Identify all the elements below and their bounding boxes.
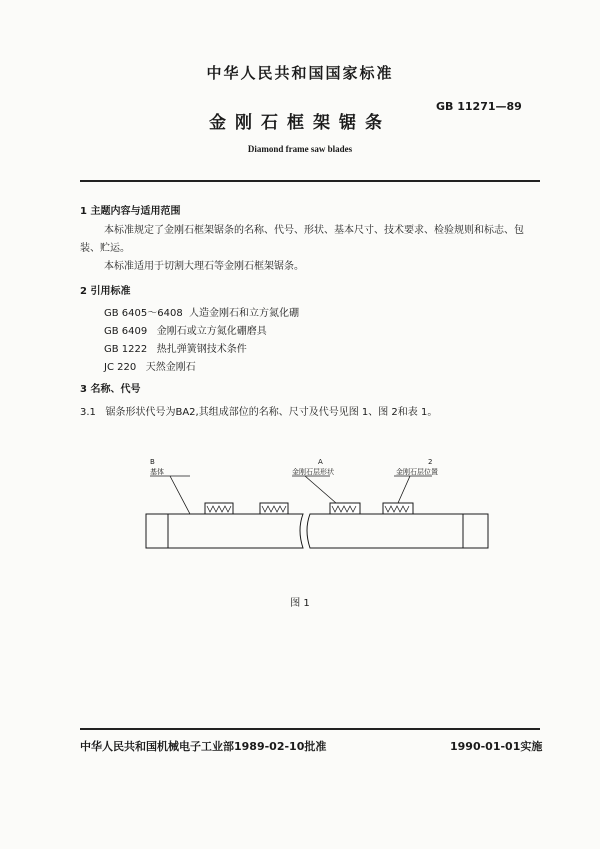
document-title: 金刚石框架锯条 (209, 113, 391, 133)
section-2-heading: 2 引用标准 (80, 286, 131, 297)
reference-title: 人造金刚石和立方氮化硼 (189, 308, 300, 319)
section-1-paragraph-2: 本标准适用于切割大理石等金刚石框架锯条。 (104, 261, 304, 272)
reference-code: GB 6409 (104, 326, 148, 337)
top-rule (80, 180, 540, 182)
standard-code: GB 11271—89 (436, 100, 522, 113)
figure-label-2-code: 2 (428, 458, 433, 466)
reference-code: GB 6405～6408 (104, 308, 183, 319)
implementation-date: 1990-01-01实施 (450, 740, 543, 753)
reference-item (104, 358, 196, 373)
figure-label-a-code: A (318, 458, 323, 466)
reference-item (104, 304, 299, 319)
figure-label-a-text: 金刚石层形状 (292, 468, 334, 476)
document-title-english: Diamond frame saw blades (247, 144, 353, 154)
reference-title: 热扎弹簧钢技术条件 (156, 344, 247, 355)
section-3-heading: 3 名称、代号 (80, 384, 141, 395)
reference-title: 金刚石或立方氮化硼磨具 (156, 326, 267, 337)
reference-title: 天然金刚石 (145, 362, 196, 373)
leader-line-a (305, 476, 336, 503)
figure-label-2-text: 金刚石层位置 (396, 468, 438, 476)
reference-code: GB 1222 (104, 344, 148, 355)
blade-body-left (146, 514, 303, 548)
clause-text: 锯条形状代号为BA2,其组成部位的名称、尺寸及代号见图 1、图 2和表 1。 (105, 407, 438, 418)
standard-organization: 中华人民共和国国家标准 (206, 64, 394, 82)
diamond-segment (260, 503, 288, 514)
section-1-heading: 1 主题内容与适用范围 (80, 206, 181, 217)
diamond-segment (205, 503, 233, 514)
figure-1-drawing (0, 440, 600, 560)
reference-item (104, 340, 247, 355)
figure-caption: 图 1 (290, 598, 310, 609)
blade-body-right (307, 514, 488, 548)
approval-line: 中华人民共和国机械电子工业部1989-02-10批准 (80, 740, 327, 753)
leader-line-2 (398, 476, 410, 503)
clause-3-1 (80, 403, 437, 418)
leader-line-b (170, 476, 190, 514)
figure-label-b-text: 基体 (150, 468, 164, 476)
clause-number: 3.1 (80, 407, 96, 418)
bottom-rule (80, 728, 540, 730)
reference-item (104, 322, 267, 337)
figure-label-b-code: B (150, 458, 155, 466)
section-1-paragraph-1: 本标准规定了金刚石框架锯条的名称、代号、形状、基本尺寸、技术要求、检验规则和标志、包装、贮运。 (80, 225, 524, 254)
reference-code: JC 220 (104, 362, 137, 373)
